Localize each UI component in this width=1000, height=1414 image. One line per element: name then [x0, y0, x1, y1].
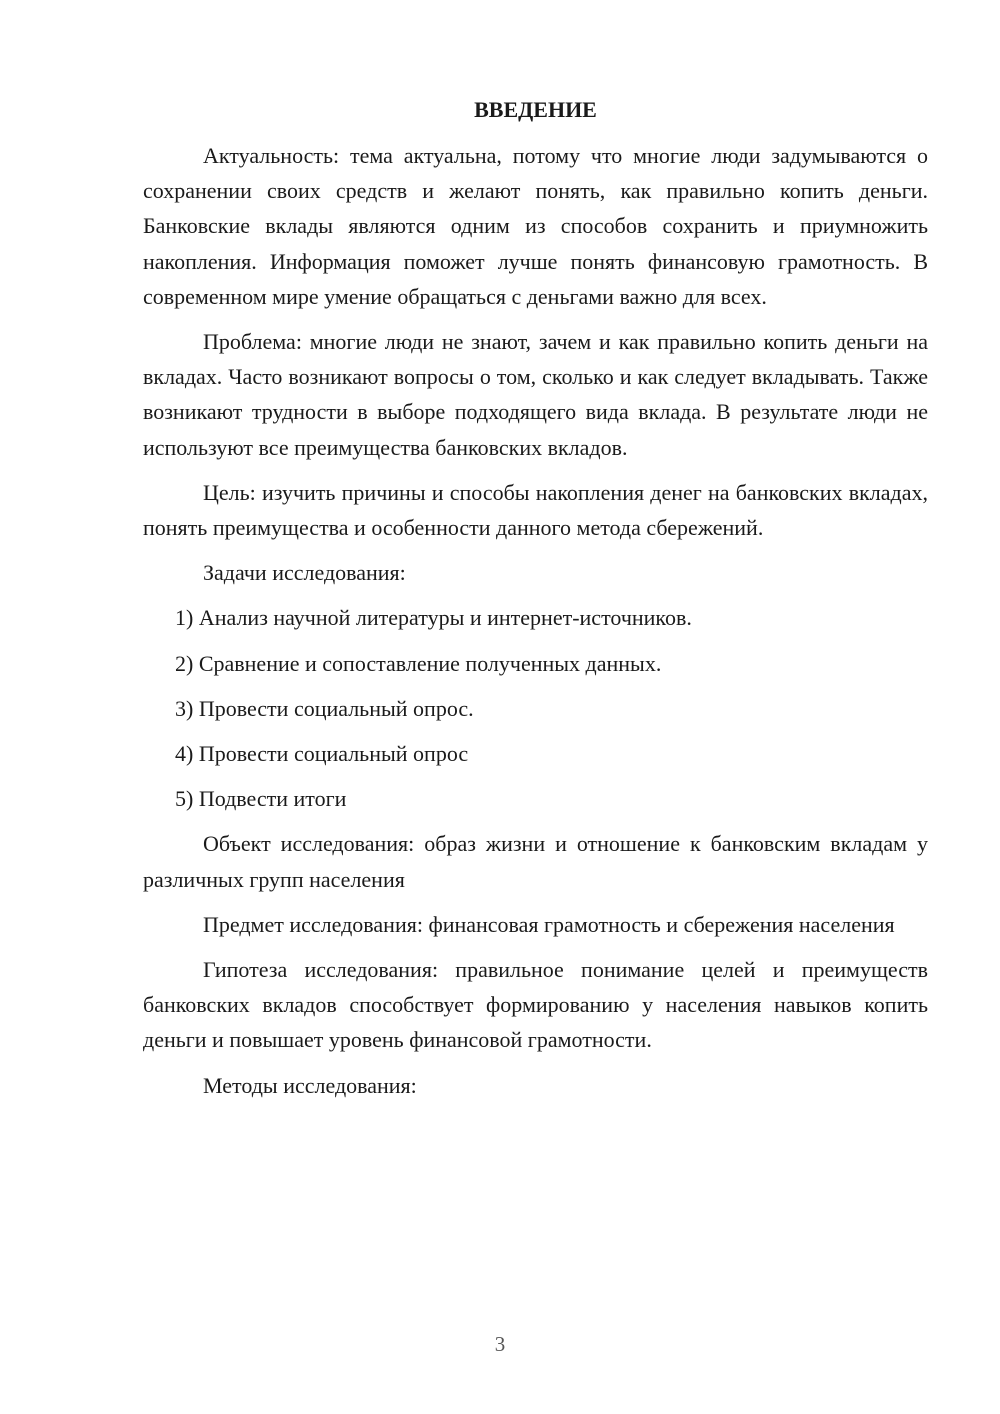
- paragraph-problem: Проблема: многие люди не знают, зачем и как правильно копить деньги на вкладах. Часто возникают вопросы о том, сколько и как следует вкладывать. Также возникают трудности в выборе подходящего вида вклада. В результате люди не используют все преимущества банковских вкладов.: [143, 329, 928, 460]
- paragraph-object: Объект исследования: образ жизни и отношение к банковским вкладам у различных групп населения: [143, 831, 928, 892]
- list-item: 1) Анализ научной литературы и интернет-источников.: [175, 605, 692, 631]
- paragraph-hypothesis: Гипотеза исследования: правильное понимание целей и преимуществ банковских вкладов способствует формированию у населения навыков копить деньги и повышает уровень финансовой грамотности.: [143, 957, 928, 1053]
- list-item: 3) Провести социальный опрос.: [175, 695, 474, 721]
- list-item: 4) Провести социальный опрос: [175, 741, 469, 767]
- document-title: ВВЕДЕНИЕ: [474, 97, 597, 122]
- paragraph-goal: Цель: изучить причины и способы накопления денег на банковских вкладах, понять преимущества и особенности данного метода сбережений.: [143, 479, 928, 541]
- tasks-list: [143, 600, 928, 816]
- list-item: 2) Сравнение и сопоставление полученных данных.: [175, 650, 662, 676]
- document-page: [143, 96, 928, 1113]
- page-number: 3: [494, 1332, 506, 1356]
- paragraph-relevance: Актуальность: тема актуальна, потому что многие люди задумываются о сохранении своих средств и желают понять, как правильно копить деньги. Банковские вклады являются одним из способов сохранить и приумножить накопления. Информация поможет лучше понять финансовую грамотность. В современном мире умение обращаться с деньгами важно для всех.: [143, 143, 928, 309]
- paragraph-subject: Предмет исследования: финансовая грамотность и сбережения населения: [203, 911, 895, 937]
- methods-heading: Методы исследования:: [203, 1072, 417, 1098]
- tasks-heading: Задачи исследования:: [203, 560, 406, 586]
- list-item: 5) Подвести итоги: [175, 786, 347, 812]
